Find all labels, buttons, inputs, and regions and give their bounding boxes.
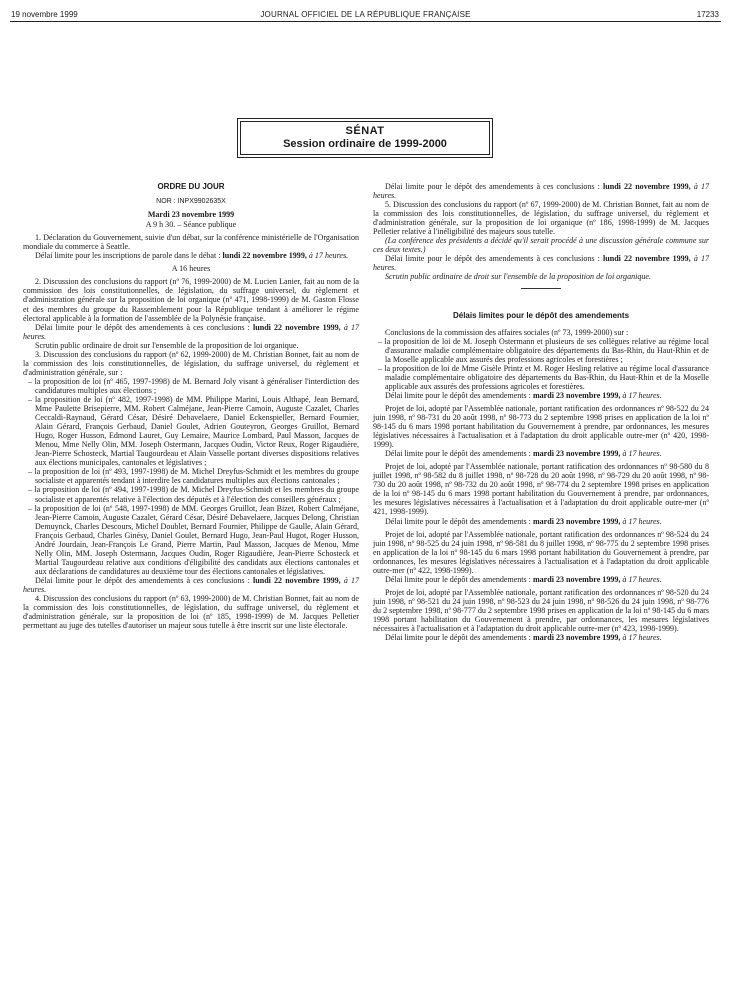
date-heading: Mardi 23 novembre 1999 bbox=[147, 210, 235, 220]
item-5: 5. Discussion des conclusions du rapport (nº 67, 1999-2000) de M. Christian Bonnet, fait au nom de la commission des lois constitutionnelles, de législation, du suffrage universel, du règlement et d'administration générale, sur la proposition de loi organique (nº 186, 1998-1999) de M. Jacques Pelletier relative à l'inéligibilité des majeurs sous tutelle. bbox=[373, 200, 709, 237]
item-3-proposals bbox=[23, 377, 359, 576]
item-5-note: (La conférence des présidents a décidé qu'il serait procédé à une discussion générale commune sur ces deux textes.) bbox=[373, 236, 709, 255]
item-5-scrutin: Scrutin public ordinaire de droit sur l'ensemble de la proposition de loi organique. bbox=[385, 272, 651, 282]
conclusions-proposals bbox=[373, 337, 709, 391]
section-title-delais: Délais limites pour le dépôt des amendements bbox=[452, 310, 630, 320]
page-header bbox=[0, 0, 731, 22]
header-page-number: 17233 bbox=[696, 10, 719, 19]
separator-rule bbox=[521, 288, 561, 289]
time-afternoon: A 16 heures bbox=[171, 264, 211, 274]
item-3: 3. Discussion des conclusions du rapport (nº 62, 1999-2000) de M. Christian Bonnet, fait au nom de la commission des lois constitutionnelles, de législation, du suffrage universel, du règlement et d'administration générale, sur : bbox=[23, 349, 359, 377]
projet-2: Projet de loi, adopté par l'Assemblée nationale, portant ratification des ordonnances nº 98-580 du 8 juillet 1998, nº 98-582 du 8 juillet 1998, nº 98-728 du 20 août 1998, nº 98-729 du 20 août 1998, nº 98-730 du 20 août 1998, nº 98-732 du 20 août 1998, nº 98-774 du 2 septembre 1998 prises en application de la loi nº 98-145 du 6 mars 1998 portant habilitation du Gouvernement à prendre, par ordonnances, les mesures législatives nécessaires à l'actualisation et à l'adaptation du droit applicable outre-mer (nº 421, 1998-1999). bbox=[373, 462, 709, 517]
right-column bbox=[373, 182, 709, 642]
left-column bbox=[23, 182, 359, 630]
section-title-ordre-du-jour: ORDRE DU JOUR bbox=[157, 182, 225, 191]
conclusions-intro: Conclusions de la commission des affaires sociales (nº 73, 1999-2000) sur : bbox=[385, 327, 629, 337]
projet-1: Projet de loi, adopté par l'Assemblée nationale, portant ratification des ordonnances nº 98-522 du 24 juin 1998, nº 98-731 du 20 août 1998, nº 98-773 du 2 septembre 1998 prises en application de la loi nº 98-145 du 6 mars 1998 portant habilitation du Gouvernement à prendre, par ordonnances, les mesures législatives nécessaires à l'actualisation et à l'adaptation du droit applicable outre-mer (nº 420, 1998-1999). bbox=[373, 403, 709, 450]
list-item: – la proposition de loi (nº 493, 1997-1998) de M. Michel Dreyfus-Schmidt et les membres du groupe socialiste et apparentés tendant à interdire les candidatures multiples aux élections cantonales ; bbox=[23, 467, 359, 485]
item-2-delay: Délai limite pour le dépôt des amendements à ces conclusions : lundi 22 novembre 1999, à 17 heures. bbox=[23, 322, 360, 341]
item-4: 4. Discussion des conclusions du rapport (nº 63, 1999-2000) de M. Christian Bonnet, fait au nom de la commission des lois constitutionnelles, de législation, du suffrage universel, du règlement et d'administration générale, sur la proposition de loi (nº 185, 1998-1999) de M. Jacques Pelletier permettant au juge des tutelles d'autoriser un majeur sous tutelle à être inscrit sur une liste électorale. bbox=[23, 594, 359, 631]
item-2: 2. Discussion des conclusions du rapport (nº 76, 1999-2000) de M. Lucien Lanier, fait au nom de la commission des lois constitutionnelles, de législation, du suffrage universel, du règlement et d'administration générale sur la proposition de loi organique (nº 471, 1998-1999) de M. Gaston Flosse et des membres du groupe du Rassemblement pour la République tendant à améliorer le régime électoral applicable à la formation de l'assemblée de la Polynésie française. bbox=[23, 277, 359, 323]
senat-title-box bbox=[237, 118, 493, 158]
projet-3: Projet de loi, adopté par l'Assemblée nationale, portant ratification des ordonnances nº 98-524 du 24 juin 1998, nº 98-525 du 24 juin 1998, nº 98-581 du 8 juillet 1998, nº 98-775 du 2 septembre 1998 prises en application de la loi nº 98-145 du 6 mars 1998 portant habilitation du Gouvernement à prendre, par ordonnances, les mesures législatives nécessaires à l'actualisation et à l'adaptation du droit applicable outre-mer (nº 422, 1998-1999). bbox=[373, 529, 709, 575]
header-title: JOURNAL OFFICIEL DE LA RÉPUBLIQUE FRANÇAISE bbox=[260, 10, 471, 19]
projet-4: Projet de loi, adopté par l'Assemblée nationale, portant ratification des ordonnances nº 98-520 du 24 juin 1998, nº 98-521 du 24 juin 1998, nº 98-523 du 24 juin 1998, nº 98-526 du 24 juin 1998, nº 98-776 du 2 septembre 1998, nº 98-777 du 2 septembre 1998 prises en application de la loi nº 98-145 du 6 mars 1998 portant habilitation du Gouvernement à prendre, par ordonnances, les mesures législatives nécessaires à l'actualisation et à l'adaptation du droit applicable outre-mer (nº 423, 1998-1999). bbox=[373, 587, 709, 634]
list-item: – la proposition de loi de Mme Gisèle Printz et M. Roger Hesling relative au régime local d'assurance maladie complémentaire obligatoire des départements du Bas-Rhin, du Haut-Rhin et de la Moselle applicable aux assurés des professions agricoles et forestières. bbox=[373, 364, 709, 391]
item-1-delay: Délai limite pour les inscriptions de parole dans le débat : lundi 22 novembre 1999, à 17 heures. bbox=[35, 251, 349, 261]
projet-3-delay: Délai limite pour le dépôt des amendements : mardi 23 novembre 1999, à 17 heures. bbox=[385, 574, 662, 584]
header-date: 19 novembre 1999 bbox=[11, 10, 78, 19]
nor-reference: NOR : INPX9902635X bbox=[156, 198, 226, 206]
time-morning: A 9 h 30. – Séance publique bbox=[145, 220, 237, 230]
projet-1-delay: Délai limite pour le dépôt des amendements : mardi 23 novembre 1999, à 17 heures. bbox=[385, 449, 662, 459]
item-1: 1. Déclaration du Gouvernement, suivie d'un débat, sur la conférence ministérielle de l'Organisation mondiale du commerce à Seattle. bbox=[23, 233, 359, 252]
list-item: – la proposition de loi (nº 465, 1997-1998) de M. Bernard Joly visant à généraliser l'interdiction des candidatures multiples aux élections ; bbox=[23, 377, 359, 395]
item-4-delay: Délai limite pour le dépôt des amendements à ces conclusions : lundi 22 novembre 1999, à 17 heures. bbox=[373, 182, 710, 201]
projet-4-delay: Délai limite pour le dépôt des amendements : mardi 23 novembre 1999, à 17 heures. bbox=[385, 633, 662, 643]
item-3-delay: Délai limite pour le dépôt des amendements à ces conclusions : lundi 22 novembre 1999, à 17 heures. bbox=[23, 575, 360, 594]
list-item: – la proposition de loi (nº 548, 1997-1998) de MM. Georges Gruillot, Jean Bizet, Robert Calméjane, Jean-Pierre Camoin, Auguste Cazalet, Gérard César, Désiré Debavelaere, Jacques Delong, Christian Demuynck, Charles Descours, Michel Doublet, Bernard Fournier, Philippe de Gaulle, Alain Gérard, François Gerbaud, Charles Ginésy, Daniel Goulet, Bernard Hugo, Jean-Paul Hugot, Roger Husson, André Jourdain, Jean-François Le Grand, Pierre Martin, Paul Masson, Jacques de Menou, Mme Nelly Olin, MM. Joseph Ostermann, Jacques Oudin, Roger Rigaudière, Jean-Pierre Schosteck et Martial Taugourdeau relative aux conditions d'éligibilité des candidats aux élections cantonales et aux déclarations de candidatures au deuxième tour des élections cantonales et législatives. bbox=[23, 504, 359, 576]
list-item: – la proposition de loi (nº 494, 1997-1998) de M. Michel Dreyfus-Schmidt et les membres du groupe socialiste et apparentés relative à l'élection des députés et à l'élection des conseillers généraux ; bbox=[23, 485, 359, 503]
item-2-scrutin: Scrutin public ordinaire de droit sur l'ensemble de la proposition de loi organique. bbox=[35, 340, 299, 350]
header-rule bbox=[10, 21, 721, 22]
title-senat: SÉNAT bbox=[345, 125, 385, 137]
title-session: Session ordinaire de 1999-2000 bbox=[283, 138, 447, 150]
projet-2-delay: Délai limite pour le dépôt des amendements : mardi 23 novembre 1999, à 17 heures. bbox=[385, 516, 662, 526]
conclusions-delay: Délai limite pour le dépôt des amendements : mardi 23 novembre 1999, à 17 heures. bbox=[385, 390, 662, 400]
item-5-delay: Délai limite pour le dépôt des amendements à ces conclusions : lundi 22 novembre 1999, à 17 heures. bbox=[373, 254, 710, 273]
list-item: – la proposition de loi de M. Joseph Ostermann et plusieurs de ses collègues relative au régime local d'assurance maladie complémentaire obligatoire des départements du Bas-Rhin, du Haut-Rhin et de la Moselle applicable aux assurés des professions agricoles et forestières ; bbox=[373, 337, 709, 364]
list-item: – la proposition de loi (nº 482, 1997-1998) de MM. Philippe Marini, Louis Althapé, Jean Bernard, Mme Paulette Brisepierre, MM. Robert Calméjane, Jean-Pierre Camoin, Auguste Cazalet, Charles Ceccaldi-Raynaud, Gérard César, Désiré Debavelaere, Daniel Eckenspieller, Bernard Fournier, Alain Gérard, François Gerbaud, Daniel Goulet, Adrien Gouteyron, Georges Gruillot, Bernard Hugo, Roger Husson, Edmond Lauret, Guy Lemaire, Maurice Lombard, Paul Masson, Jacques de Menou, Mme Nelly Olin, MM. Joseph Ostermann, Jacques Oudin, Victor Reux, Roger Rigaudière, Jean-Pierre Schosteck, Martial Taugourdeau et Alain Vasselle portant diverses dispositions relatives aux élections municipales, cantonales et législatives ; bbox=[23, 395, 359, 467]
